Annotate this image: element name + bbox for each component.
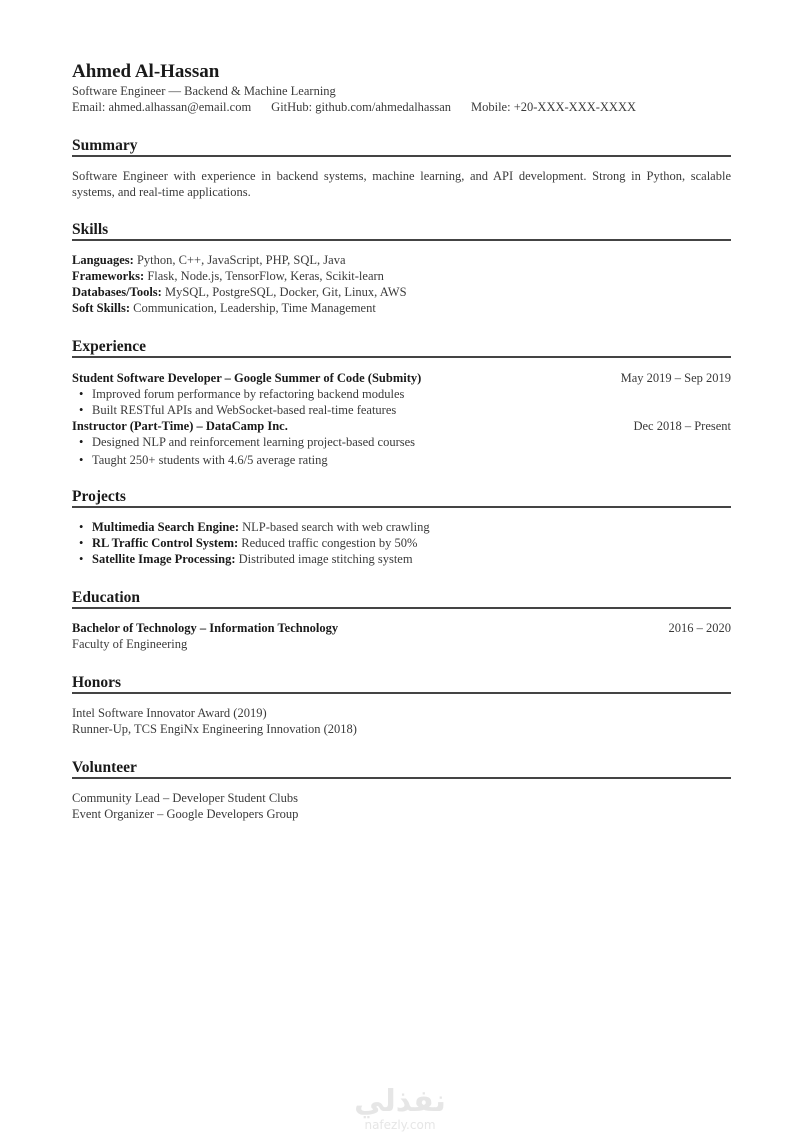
skill-value: Flask, Node.js, TensorFlow, Keras, Scikit-learn [144,269,384,283]
job-role: Student Software Developer – Google Summer of Code (Submity) [72,371,422,385]
job-role: Instructor (Part-Time) – DataCamp Inc. [72,419,288,433]
project-item [72,551,731,567]
skill-label: Soft Skills: [72,301,131,315]
job-bullet: • Designed NLP and reinforcement learning project-based courses [72,434,731,450]
project-desc: NLP-based search with web crawling [239,520,430,534]
skill-value: MySQL, PostgreSQL, Docker, Git, Linux, AWS [161,285,407,299]
candidate-subtitle: Software Engineer — Backend & Machine Learning [72,84,336,98]
skill-row [72,268,731,284]
skill-row [72,252,731,268]
school: Faculty of Engineering [72,637,188,651]
section-title: Volunteer [72,759,731,779]
project-name: Satellite Image Processing: [92,552,236,566]
project-name: Multimedia Search Engine: [92,520,239,534]
email: Email: ahmed.alhassan@email.com [72,100,252,114]
experience-section [72,338,731,468]
watermark-logo: نفذلي [354,1084,446,1119]
project-item [72,519,731,535]
job-dates: Dec 2018 – Present [633,419,731,433]
skill-value: Python, C++, JavaScript, PHP, SQL, Java [133,253,346,267]
honor-item: Intel Software Innovator Award (2019) [72,706,267,720]
skill-label: Languages: [72,253,134,267]
job-bullet: • Taught 250+ students with 4.6/5 average rating [72,452,731,468]
degree: Bachelor of Technology – Information Technology [72,621,339,635]
job-bullet: • Built RESTful APIs and WebSocket-based real-time features [72,402,731,418]
volunteer-item: Community Lead – Developer Student Clubs [72,791,299,805]
skill-row [72,284,731,300]
project-name: RL Traffic Control System: [92,536,239,550]
project-item [72,535,731,551]
section-title: Summary [72,137,731,157]
project-desc: Distributed image stitching system [235,552,413,566]
job-header [72,370,731,386]
watermark-url: nafezly.com [364,1118,436,1132]
github: GitHub: github.com/ahmedalhassan [271,100,451,114]
education-section [72,589,731,652]
job-dates: May 2019 – Sep 2019 [620,371,731,385]
job-header [72,418,731,434]
section-title: Honors [72,674,731,694]
summary-text: Software Engineer with experience in backend systems, machine learning, and API development. Strong in Python, scalable systems, and real-time applications. [72,169,731,199]
volunteer-section [72,759,731,822]
skill-label: Frameworks: [72,269,145,283]
contact-info [72,99,731,115]
honor-item: Runner-Up, TCS EngiNx Engineering Innovation (2018) [72,722,357,736]
honors-section [72,674,731,737]
section-title: Education [72,589,731,609]
volunteer-item: Event Organizer – Google Developers Group [72,807,299,821]
projects-section [72,488,731,567]
mobile: Mobile: +20-XXX-XXX-XXXX [471,100,637,114]
skill-value: Communication, Leadership, Time Management [130,301,376,315]
candidate-name: Ahmed Al-Hassan [72,61,220,82]
education-dates: 2016 – 2020 [668,621,731,635]
project-desc: Reduced traffic congestion by 50% [238,536,418,550]
section-title: Projects [72,488,731,508]
skill-row [72,300,731,316]
job-bullet: • Improved forum performance by refactoring backend modules [72,386,731,402]
section-title: Skills [72,221,731,241]
summary-section [72,137,731,200]
skills-section [72,221,731,316]
skill-label: Databases/Tools: [72,285,162,299]
section-title: Experience [72,338,731,358]
degree-row [72,620,731,636]
